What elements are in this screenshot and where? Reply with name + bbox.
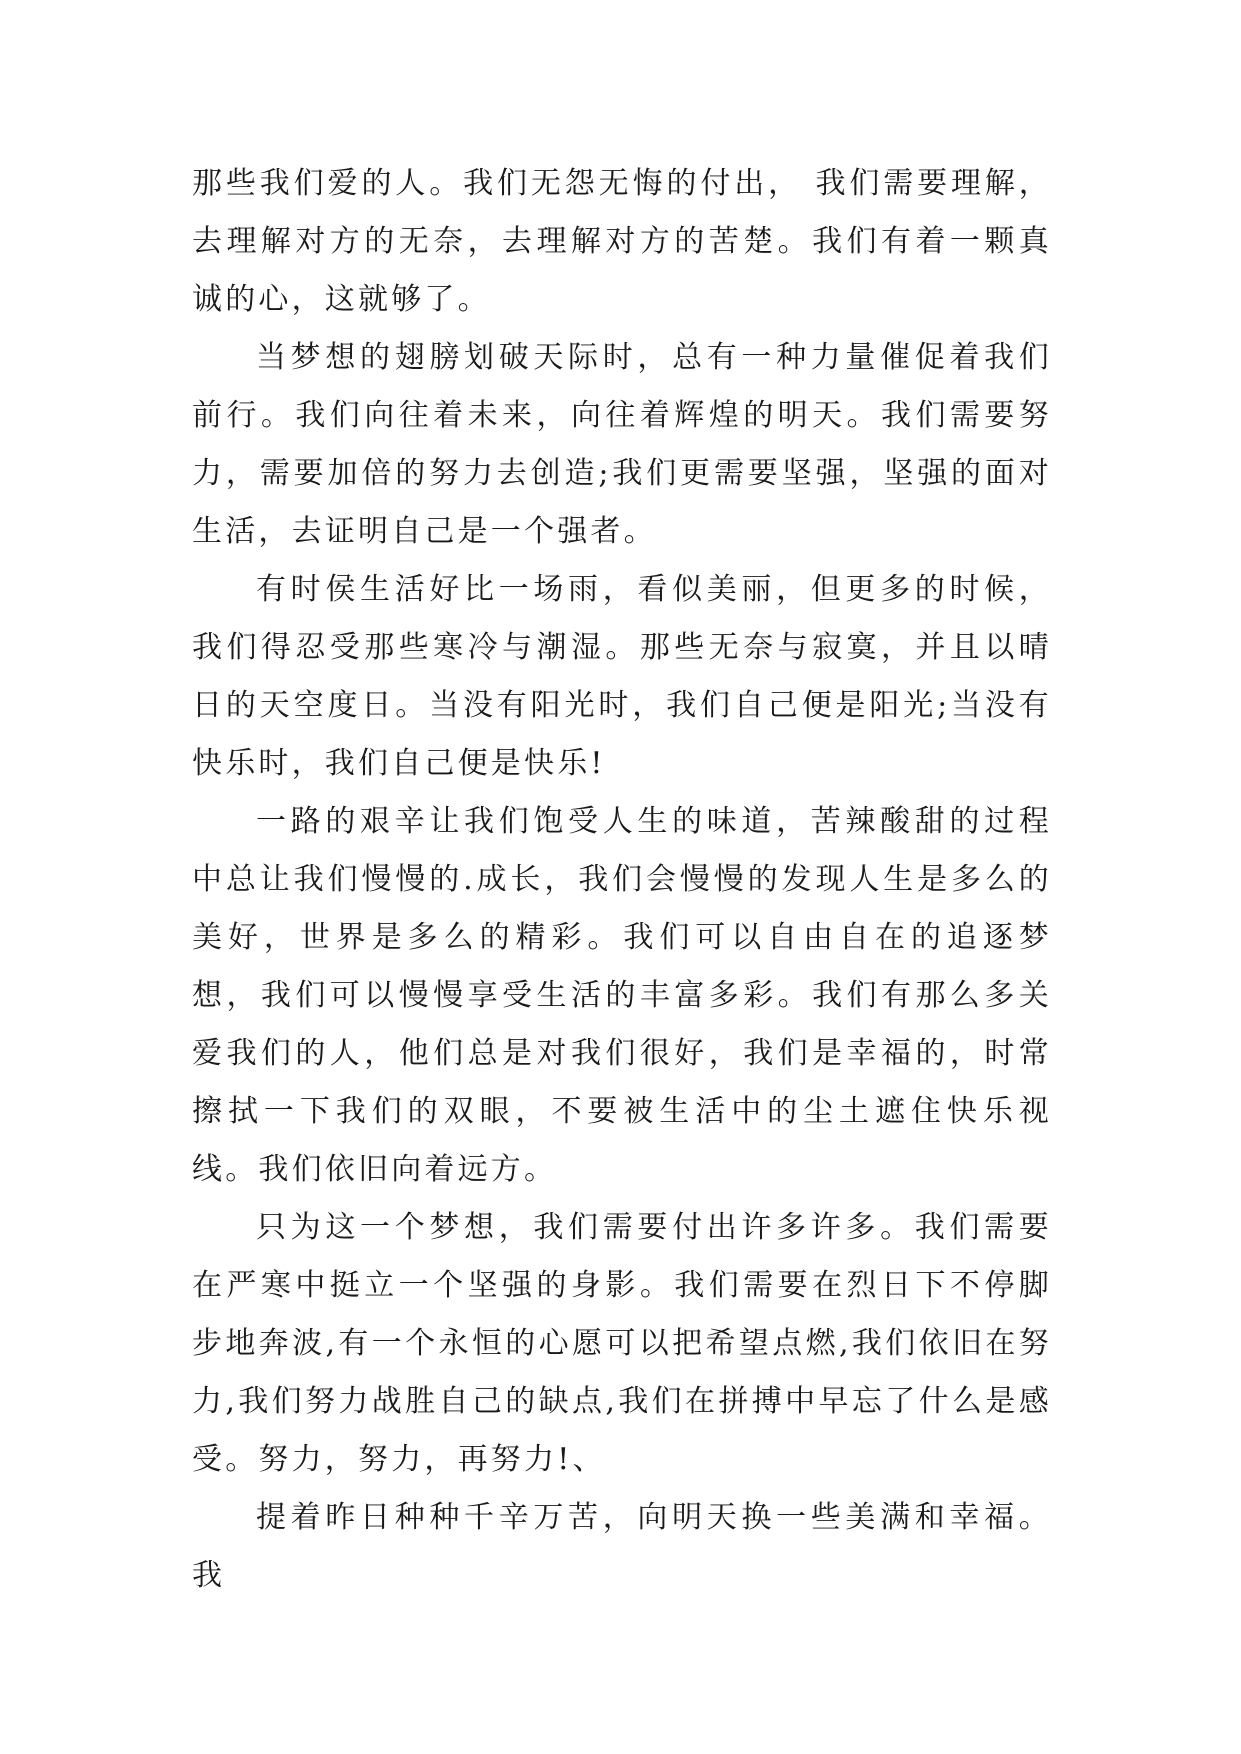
paragraph-5: 只为这一个梦想，我们需要付出许多许多。我们需要在严寒中挺立一个坚强的身影。我们需要在烈日下不停脚步地奔波,有一个永恒的心愿可以把希望点燃,我们依旧在努力,我们努力战胜自己的缺点,我们在拼搏中早忘了什么是感受。努力，努力，再努力!、 (192, 1210, 1052, 1477)
paragraph-2: 当梦想的翅膀划破天际时，总有一种力量催促着我们前行。我们向往着未来，向往着辉煌的明天。我们需要努力，需要加倍的努力去创造;我们更需要坚强，坚强的面对生活，去证明自己是一个强者。 (192, 340, 1052, 549)
paragraph-6: 提着昨日种种千辛万苦，向明天换一些美满和幸福。我 (192, 1500, 1052, 1593)
paragraph-1: 那些我们爱的人。我们无怨无悔的付出， 我们需要理解，去理解对方的无奈，去理解对方的苦楚。我们有着一颗真诚的心，这就够了。 (192, 166, 1052, 317)
paragraph-4: 一路的艰辛让我们饱受人生的味道，苦辣酸甜的过程中总让我们慢慢的.成长，我们会慢慢的发现人生是多么的美好，世界是多么的精彩。我们可以自由自在的追逐梦想，我们可以慢慢享受生活的丰富多彩。我们有那么多关爱我们的人，他们总是对我们很好，我们是幸福的，时常擦拭一下我们的双眼，不要被生活中的尘土遮住快乐视线。我们依旧向着远方。 (192, 804, 1052, 1187)
paragraph-3: 有时侯生活好比一场雨，看似美丽，但更多的时候，我们得忍受那些寒冷与潮湿。那些无奈与寂寞，并且以晴日的天空度日。当没有阳光时，我们自己便是阳光;当没有快乐时，我们自己便是快乐! (192, 572, 1052, 781)
document-body (192, 155, 1052, 1605)
